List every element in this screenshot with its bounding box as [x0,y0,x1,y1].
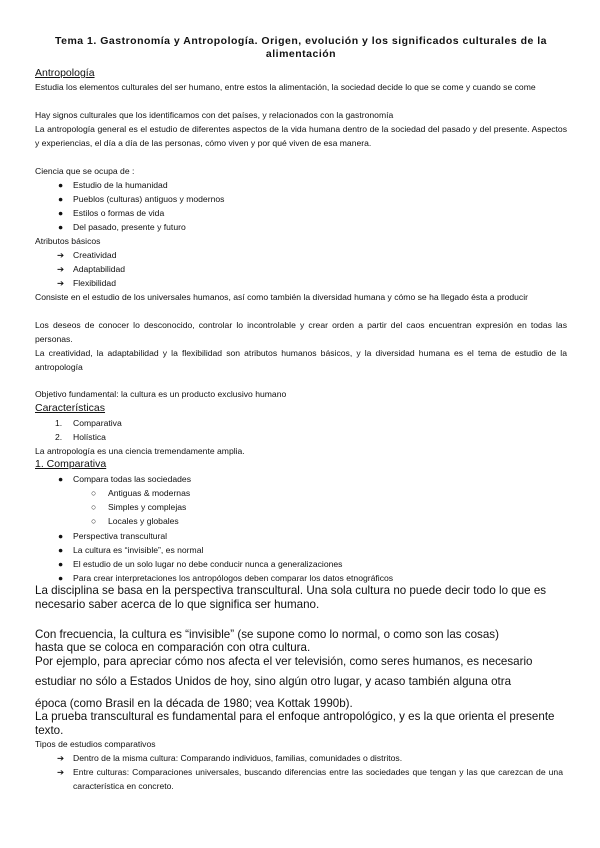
paragraph: Por ejemplo, para apreciar cómo nos afecta el ver televisión, como seres humanos, es necesario [35,655,533,668]
paragraph: Estudia los elementos culturales del ser humano, entre estos la alimentación, la sociedad decide lo que se come y cuando se come [35,82,536,92]
bullet-icon: ● [58,559,64,569]
comparativa-heading: 1. Comparativa [35,458,107,470]
list-number: 1. [55,418,63,428]
paragraph: La disciplina se basa en la perspectiva transcultural. Una sola cultura no puede decir todo lo que es necesario saber acerca de lo que significa ser humano. [35,584,547,611]
arrow-icon: ➔ [57,753,65,763]
antropologia-heading: Antropología [35,67,95,79]
sub-list-item: Locales y globales [108,516,179,526]
tipos-label: Tipos de estudios comparativos [35,739,156,749]
arrow-icon: ➔ [57,278,65,288]
list-item: Perspectiva transcultural [73,531,168,541]
list-item: Holística [73,432,106,442]
arrow-icon: ➔ [57,767,65,777]
list-item: Entre culturas: Comparaciones universales, buscando diferencias entre las sociedades que tengan y las que carezcan de una característica en concreto. [73,767,563,791]
paragraph: estudiar no sólo a Estados Unidos de hoy, sino algún otro lugar, y acaso también alguna otra [35,675,512,688]
sub-list-item: Simples y complejas [108,502,187,512]
atributos-label: Atributos básicos [35,236,101,246]
list-item: Flexibilidad [73,278,116,288]
document-title: Tema 1. Gastronomía y Antropología. Origen, evolución y los significados culturales de la alimentación [54,35,548,60]
bullet-icon: ● [58,194,64,204]
paragraph: Hay signos culturales que los identificamos con det países, y relacionados con la gastronomía [35,110,394,120]
paragraph: época (como Brasil en la década de 1980; vea Kottak 1990b). [35,697,353,710]
list-number: 2. [55,432,63,442]
bullet-icon: ● [58,180,64,190]
list-item: Dentro de la misma cultura: Comparando individuos, familias, comunidades o distritos. [73,753,403,763]
paragraph: La antropología es una ciencia tremendamente amplia. [35,446,245,456]
list-item: Del pasado, presente y futuro [73,222,186,232]
paragraph: La antropología general es el estudio de diferentes aspectos de la vida humana dentro de la sociedad del pasado y del presente. Aspectos y experiencias, el día a día de las personas, cómo viven y por qué viven de esa manera. [35,124,567,148]
paragraph: Con frecuencia, la cultura es “invisible” (se supone como lo normal, o como son las cosas) [35,628,499,641]
list-item: Estilos o formas de vida [73,208,165,218]
list-item: Para crear interpretaciones los antropólogos deben comparar los datos etnográficos [73,573,394,583]
list-item: El estudio de un solo lugar no debe conducir nunca a generalizaciones [73,559,343,569]
bullet-icon: ● [58,573,64,583]
list-item: Compara todas las sociedades [73,474,191,484]
bullet-icon: ● [58,222,64,232]
bullet-icon: ● [58,474,64,484]
bullet-icon: ● [58,545,64,555]
paragraph: Los deseos de conocer lo desconocido, controlar lo incontrolable y crear orden a partir del caos encuentran expresión en todas las personas. [35,320,567,344]
ciencia-label: Ciencia que se ocupa de : [35,166,135,176]
list-item: Estudio de la humanidad [73,180,168,190]
caracteristicas-heading: Características [35,402,106,414]
bullet-icon: ● [58,208,64,218]
list-item: Adaptabilidad [73,264,126,274]
paragraph: La creatividad, la adaptabilidad y la flexibilidad son atributos humanos básicos, y la diversidad humana es el tema de estudio de la antropología [35,348,567,372]
list-item: Comparativa [73,418,122,428]
paragraph: Consiste en el estudio de los universales humanos, así como también la diversidad humana y cómo se ha llegado ésta a producir [35,292,528,302]
arrow-icon: ➔ [57,250,65,260]
circle-icon: ○ [91,488,97,498]
paragraph: La prueba transcultural es fundamental para el enfoque antropológico, y es la que orienta el presente texto. [35,710,555,737]
arrow-icon: ➔ [57,264,65,274]
list-item: Creatividad [73,250,117,260]
circle-icon: ○ [91,502,97,512]
paragraph: hasta que se coloca en comparación con otra cultura. [35,641,311,654]
circle-icon: ○ [91,516,97,526]
list-item: Pueblos (culturas) antiguos y modernos [73,194,225,204]
sub-list-item: Antiguas & modernas [108,488,191,498]
list-item: La cultura es “invisible”, es normal [73,545,204,555]
bullet-icon: ● [58,531,64,541]
objetivo-line: Objetivo fundamental: la cultura es un producto exclusivo humano [35,389,287,399]
